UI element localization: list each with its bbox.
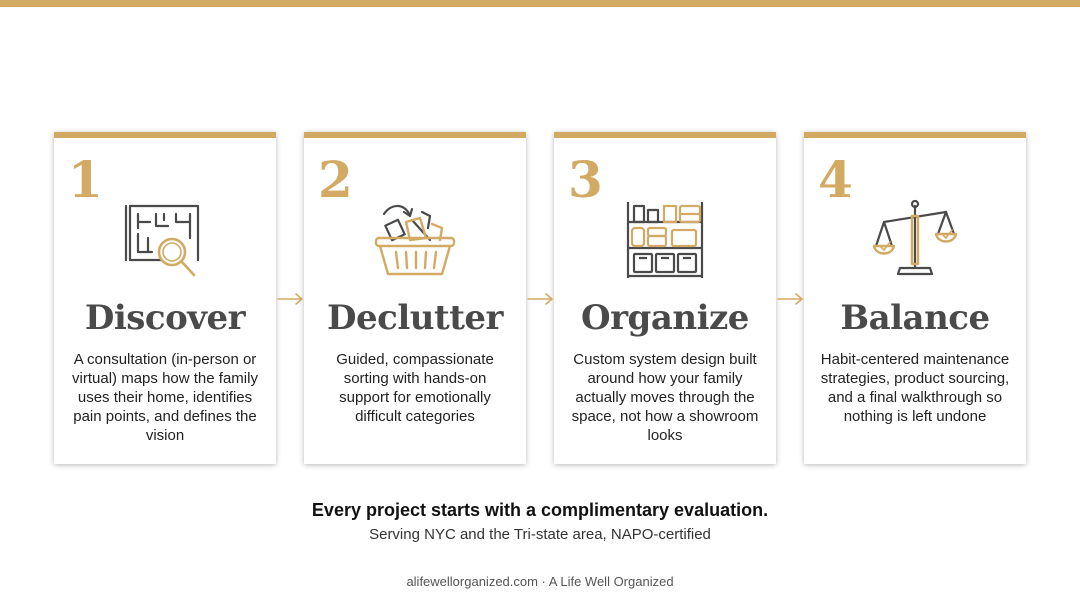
tagline: Every project starts with a complimentary evaluation.: [311, 500, 769, 520]
step-title: Discover: [84, 298, 246, 338]
step-description: Habit-centered maintenance strategies, product sourcing, and a final walkthrough so nothing is left undone: [820, 351, 1010, 425]
step-description: A consultation (in-person or virtual) maps how the family uses their home, identifies pain points, and defines the vision: [72, 351, 258, 444]
balance-scale-icon: [870, 198, 960, 284]
step-number: 1: [68, 150, 103, 209]
arrow-right-icon: [527, 292, 555, 306]
step-description: Custom system design built around how your family actually moves through the space, not how a showroom looks: [571, 351, 759, 444]
process-steps: [54, 132, 1026, 464]
service-area-text: Serving NYC and the Tri-state area, NAPO-certified: [369, 526, 711, 543]
step-description: Guided, compassionate sorting with hands-on support for emotionally difficult categories: [336, 351, 494, 425]
footer-website: alifewellorganized.com · A Life Well Organized: [406, 574, 674, 589]
step-title: Organize: [581, 298, 749, 338]
step-card-balance: [804, 132, 1026, 464]
shelving-storage-icon: [620, 198, 710, 284]
step-card-organize: [554, 132, 776, 464]
step-title: Balance: [840, 298, 990, 338]
step-card-declutter: [304, 132, 526, 464]
basket-declutter-icon: [370, 198, 460, 284]
step-number: 3: [568, 150, 603, 209]
step-number: 4: [818, 150, 853, 209]
step-number: 2: [318, 150, 353, 209]
floorplan-magnifier-icon: [120, 198, 210, 284]
step-title: Declutter: [327, 298, 503, 338]
top-accent-bar: [0, 0, 1080, 7]
arrow-right-icon: [277, 292, 305, 306]
step-card-discover: [54, 132, 276, 464]
arrow-right-icon: [777, 292, 805, 306]
